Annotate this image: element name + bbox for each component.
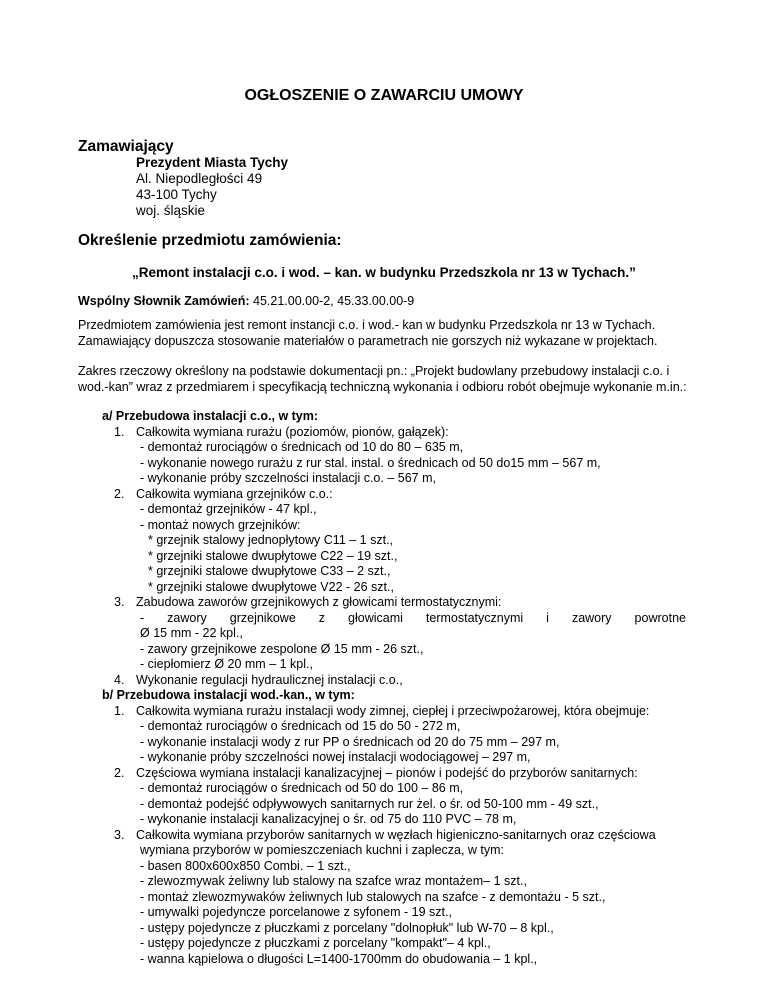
cpv-codes: 45.21.00.00-2, 45.33.00.00-9 xyxy=(249,294,415,308)
list-item: 1. Całkowita wymiana rurażu instalacji wody zimnej, ciepłej i przeciwpożarowej, która obejmuje: xyxy=(114,703,650,718)
list-item: - ustępy pojedyncze z płuczkami z porcelany "dolnopłuk" lub W-70 – 8 kpl., xyxy=(140,920,554,935)
list-item: - wykonanie próby szczelności nowej instalacji wodociągowej – 297 m, xyxy=(140,750,531,764)
section-a-title: a/ Przebudowa instalacji c.o., w tym: xyxy=(102,409,319,423)
list-item: - wanna kąpielowa o długości L=1400-1700mm do obudowania – 1 kpl., xyxy=(140,951,538,966)
list-item: - wykonanie nowego rurażu z rur stal. instal. o średnicach od 50 do15 mm – 567 m, xyxy=(140,455,601,470)
scope-list xyxy=(78,409,698,967)
list-item: - zawory grzejnikowe zespolone Ø 15 mm - 26 szt., xyxy=(140,641,424,656)
zamawiajacy-region: woj. śląskie xyxy=(136,203,206,218)
list-item: 1. Całkowita wymiana rurażu (poziomów, pionów, gałązek): xyxy=(114,424,449,439)
zamawiajacy-heading: Zamawiający xyxy=(78,138,174,155)
list-item: - wykonanie próby szczelności instalacji c.o. – 567 m, xyxy=(140,471,436,485)
list-item: - demontaż rurociągów o średnicach od 50 do 100 – 86 m, xyxy=(140,781,464,795)
list-item: - demontaż grzejników - 47 kpl., xyxy=(140,502,317,516)
list-item: * grzejniki stalowe dwupłytowe C22 – 19 szt., xyxy=(148,548,398,563)
list-item: * grzejnik stalowy jednopłytowy C11 – 1 szt., xyxy=(148,533,394,547)
cpv-line xyxy=(78,294,414,308)
list-item: 3. Całkowita wymiana przyborów sanitarnych w węzłach higieniczno-sanitarnych oraz częściowa xyxy=(114,827,656,842)
list-item: - demontaż rurociągów o średnicach od 10 do 80 – 635 m, xyxy=(140,440,464,454)
cpv-label: Wspólny Słownik Zamówień: xyxy=(78,294,250,308)
zamawiajacy-city: 43-100 Tychy xyxy=(136,187,217,202)
list-item: - montaż nowych grzejników: xyxy=(140,517,301,532)
list-item: 3. Zabudowa zaworów grzejnikowych z głowicami termostatycznymi: xyxy=(114,595,502,609)
zamawiajacy-name: Prezydent Miasta Tychy xyxy=(136,155,289,170)
section-b-title: b/ Przebudowa instalacji wod.-kan., w tym: xyxy=(102,688,355,702)
list-item: * grzejniki stalowe dwupłytowe V22 - 26 szt., xyxy=(148,579,394,594)
list-item: Ø 15 mm - 22 kpl., xyxy=(140,626,243,640)
zamawiajacy-street: Al. Niepodległości 49 xyxy=(136,171,263,186)
przedmiot-heading: Określenie przedmiotu zamówienia: xyxy=(78,232,342,249)
list-item: 4. Wykonanie regulacji hydraulicznej instalacji c.o., xyxy=(114,672,403,687)
list-item: - wykonanie instalacji kanalizacyjnej o śr. od 75 do 110 PVC – 78 m, xyxy=(140,812,517,826)
paragraph-przedmiot: Przedmiotem zamówienia jest remont instancji c.o. i wod.- kan w budynku Przedszkola nr 13 w Tychach. Zamawiający dopuszcza stosowanie materiałów o parametrach nie gorszych niż wykazane w projektach. xyxy=(78,318,658,348)
paragraph-zakres: Zakres rzeczowy określony na podstawie dokumentacji pn.: „Projekt budowlany przebudowy instalacji c.o. i wod.-kan” wraz z przedmiarem i specyfikacją techniczną wykonania i odbioru robót obejmuje wykonanie m.in.: xyxy=(78,364,687,394)
list-item: - ustępy pojedyncze z płuczkami z porcelany "kompakt"– 4 kpl., xyxy=(140,936,491,950)
list-item: - umywalki pojedyncze porcelanowe z syfonem - 19 szt., xyxy=(140,905,452,919)
list-item: wymiana przyborów w pomieszczeniach kuchni i zaplecza, w tym: xyxy=(140,843,505,857)
document-title: OGŁOSZENIE O ZAWARCIU UMOWY xyxy=(244,87,524,104)
list-item: - zlewozmywak żeliwny lub stalowy na szafce wraz montażem– 1 szt., xyxy=(140,874,527,888)
przedmiot-subject: „Remont instalacji c.o. i wod. – kan. w budynku Przedszkola nr 13 w Tychach.” xyxy=(132,265,636,280)
list-item: - wykonanie instalacji wody z rur PP o średnicach od 20 do 75 mm – 297 m, xyxy=(140,734,560,749)
list-item: - demontaż rurociągów o średnicach od 15 do 50 - 272 m, xyxy=(140,719,461,733)
list-item: - ciepłomierz Ø 20 mm – 1 kpl., xyxy=(140,657,313,671)
list-item: 2. Częściowa wymiana instalacji kanalizacyjnej – pionów i podejść do przyborów sanitarnych: xyxy=(114,765,638,780)
justified-line: - zawory grzejnikowe z głowicami termostatycznymi i zawory powrotne xyxy=(140,610,686,625)
zamawiajacy-address xyxy=(136,155,288,219)
list-item: 2. Całkowita wymiana grzejników c.o.: xyxy=(114,486,333,501)
list-item: - basen 800x600x850 Combi. – 1 szt., xyxy=(140,858,351,873)
list-item: - montaż zlewozmywaków żeliwnych lub stalowych na szafce - z demontażu - 5 szt., xyxy=(140,889,606,904)
list-item: - demontaż podejść odpływowych sanitarnych rur żel. o śr. od 50-100 mm - 49 szt., xyxy=(140,796,599,811)
list-item: * grzejniki stalowe dwupłytowe C33 – 2 szt., xyxy=(148,564,391,578)
